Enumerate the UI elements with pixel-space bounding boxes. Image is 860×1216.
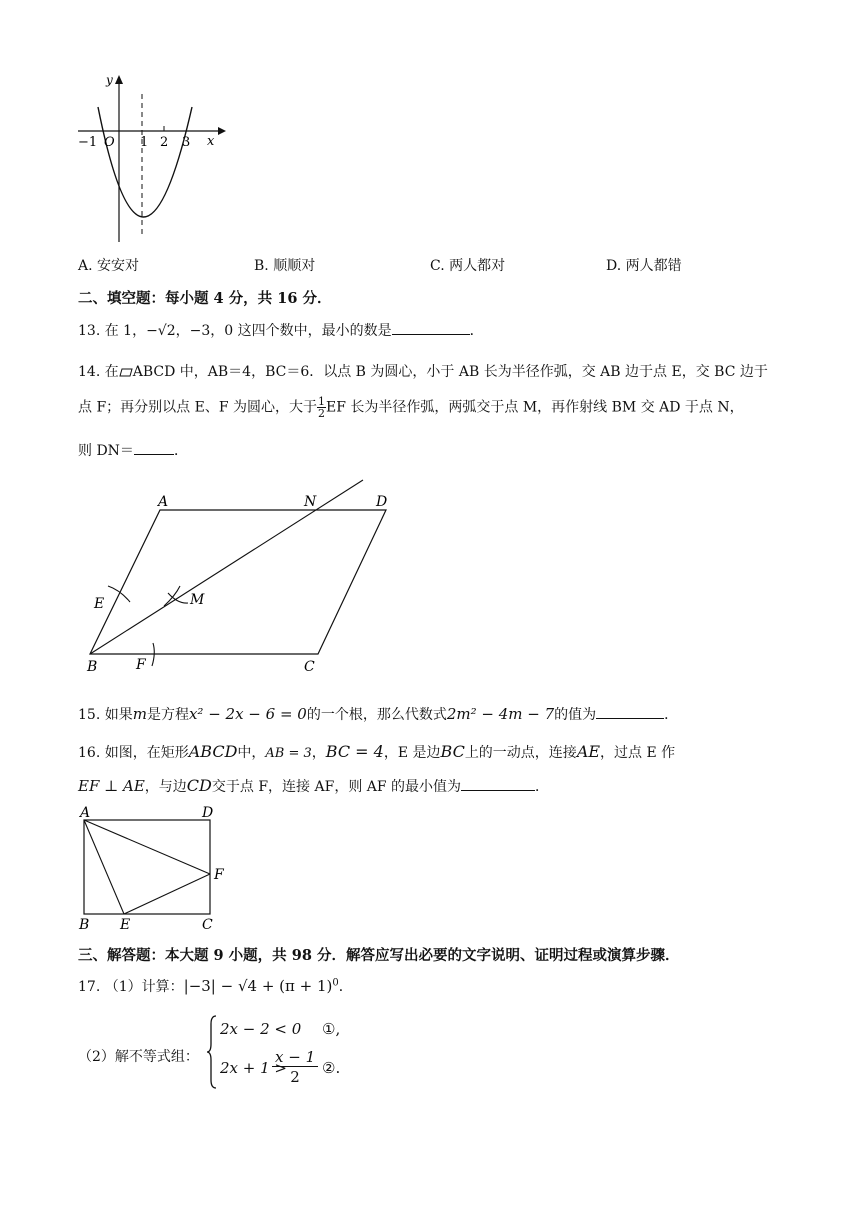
- tick-1: 1: [140, 135, 149, 150]
- brace-icon: [206, 1014, 218, 1090]
- equation: x² − 2x − 6 = 0: [188, 705, 307, 723]
- label-E: E: [120, 917, 131, 933]
- label-D: D: [202, 805, 214, 821]
- label-C: C: [304, 659, 315, 675]
- question-14-line2: 点 F；再分别以点 E、F 为圆心，大于 $\frac{1}{2}$ EF 长为半径作弧，两弧交于点 M，再作射线 BM 交 AD 于点 N，: [78, 395, 744, 420]
- answer-blank-14[interactable]: [134, 440, 174, 455]
- parallelogram-symbol: [119, 368, 133, 377]
- inequality-2-left: 2x + 1 >: [220, 1059, 287, 1077]
- section2-heading: 二、填空题：每小题 4 分，共 16 分．: [78, 290, 332, 307]
- q12-option-c: C. 两人都对: [430, 258, 506, 274]
- question-13: 13. 在 1，−√2，−3，0 这四个数中，最小的数是 ．: [78, 320, 484, 340]
- inequality-1-tag: ①,: [322, 1020, 341, 1038]
- answer-blank-16[interactable]: [461, 776, 535, 791]
- label-F: F: [214, 867, 224, 883]
- question-16-line1: 16. 如图，在矩形ABCD中，AB = 3，BC = 4，E 是边BC上的一动点，连接AE，过点 E 作: [78, 742, 676, 761]
- label-B: B: [87, 659, 98, 675]
- label-D: D: [376, 494, 388, 510]
- answer-blank-13[interactable]: [392, 320, 470, 335]
- y-axis-label: y: [106, 73, 113, 87]
- fraction-half: $\frac{1}{2}$: [318, 395, 325, 420]
- q12-option-b: B. 顺顺对: [254, 258, 316, 274]
- section3-heading: 三、解答题：本大题 9 小题，共 98 分．解答应写出必要的文字说明、证明过程或演算步骤．: [78, 947, 680, 964]
- inequality-1: 2x − 2 < 0: [220, 1020, 302, 1038]
- question-14-line1: 14. 在 ABCD 中，AB＝4，BC＝6．以点 B 为圆心，小于 AB 长为半径作弧，交 AB 边于点 E，交 BC 边于: [78, 364, 768, 380]
- label-F: F: [136, 657, 146, 673]
- question-14-line3: 则 DN＝ ．: [78, 440, 188, 460]
- tick-neg1: −1: [78, 135, 98, 150]
- label-A: A: [80, 805, 91, 821]
- question-16-line2: EF ⊥ AE，与边CD交于点 F，连接 AF，则 AF 的最小值为 ．: [78, 776, 550, 795]
- inequality-2-tag: ②.: [322, 1059, 341, 1077]
- label-A: A: [158, 494, 169, 510]
- label-N: N: [304, 494, 317, 510]
- q12-option-d: D. 两人都错: [606, 258, 682, 274]
- q12-option-a: A. 安安对: [78, 258, 140, 274]
- neg-sqrt2: −√2: [146, 323, 176, 339]
- inequality-2-fraction: x − 1 2: [272, 1048, 318, 1087]
- x-axis-label: x: [207, 134, 215, 149]
- parabola-graph: [72, 70, 232, 245]
- origin-label: O: [104, 135, 115, 150]
- question-17-part2-label: （2）解不等式组：: [78, 1049, 199, 1065]
- parallelogram-figure: [78, 478, 398, 678]
- label-M: M: [190, 592, 205, 608]
- answer-blank-15[interactable]: [596, 704, 664, 719]
- rectangle-figure: [76, 802, 236, 934]
- question-17-part1: 17. （1）计算：$|-3| - √4 + (\pi + 1)^0$．: [78, 977, 353, 995]
- tick-2: 2: [160, 135, 169, 150]
- label-C: C: [202, 917, 213, 933]
- question-15: 15. 如果m是方程x² − 2x − 6 = 0的一个根，那么代数式2m² − 4m − 7的值为 ．: [78, 705, 679, 723]
- expression: 2m² − 4m − 7: [446, 705, 555, 723]
- label-E: E: [94, 596, 105, 612]
- label-B: B: [79, 917, 90, 933]
- tick-3: 3: [182, 135, 191, 150]
